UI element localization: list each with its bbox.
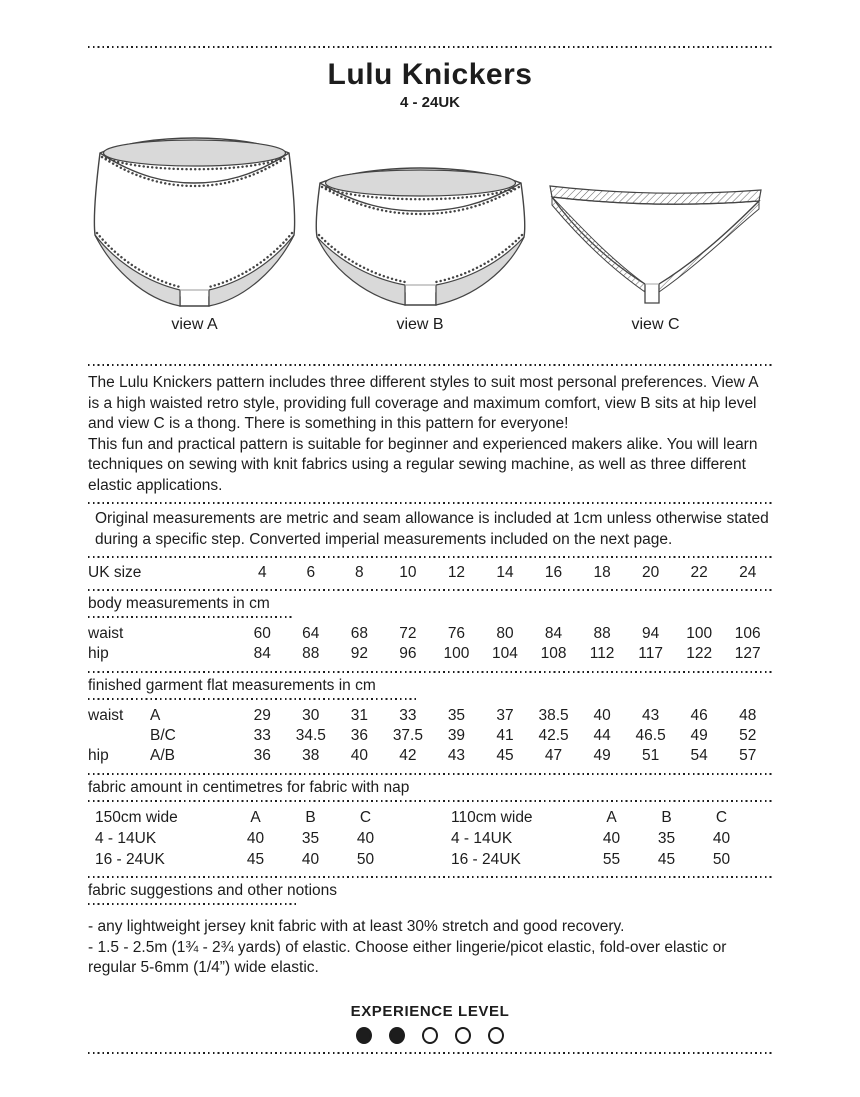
size-value: 22 bbox=[690, 564, 708, 581]
fabric-value: 40 bbox=[356, 830, 375, 847]
fabric-value: 40 bbox=[246, 830, 265, 847]
waist-a-value: 43 bbox=[642, 707, 660, 724]
waist-a-value: 40 bbox=[593, 707, 611, 724]
column-header: C bbox=[715, 809, 728, 826]
finished-garment-heading: finished garment flat measurements in cm bbox=[88, 677, 376, 694]
notions-heading: fabric suggestions and other notions bbox=[88, 882, 338, 899]
notion-item: - any lightweight jersey knit fabric with at least 30% stretch and good recovery. bbox=[88, 918, 625, 935]
hip-ab-value: 51 bbox=[642, 747, 660, 764]
notions-list bbox=[88, 917, 772, 979]
view-c-label: view C bbox=[631, 316, 680, 333]
fabric-value: 35 bbox=[657, 830, 676, 847]
row-label: waist bbox=[88, 625, 124, 642]
fabric-value: 50 bbox=[356, 851, 375, 868]
intro-text bbox=[88, 373, 772, 496]
hip-ab-value: 57 bbox=[739, 747, 757, 764]
experience-level-dots bbox=[88, 1027, 772, 1044]
waist-bc-value: 41 bbox=[496, 727, 514, 744]
hip-value: 88 bbox=[302, 645, 320, 662]
heading-underline bbox=[88, 903, 298, 905]
hip-value: 108 bbox=[540, 645, 567, 662]
view-column: A/B bbox=[150, 747, 175, 764]
measurement-note: Original measurements are metric and seam allowance is included at 1cm unless otherwise stated during a specific step. Converted imperial measurements included on the next page. bbox=[95, 510, 769, 548]
hip-value: 104 bbox=[492, 645, 518, 662]
size-range: 4 - 24UK bbox=[399, 94, 461, 111]
top-divider bbox=[88, 46, 772, 48]
hip-value: 100 bbox=[443, 645, 470, 662]
waist-value: 88 bbox=[593, 625, 611, 642]
hip-ab-value: 49 bbox=[593, 747, 611, 764]
waist-bc-value: 37.5 bbox=[392, 727, 423, 744]
fabric-amount-heading: fabric amount in centimetres for fabric with nap bbox=[88, 779, 410, 796]
garment-views bbox=[88, 127, 772, 334]
waist-a-value: 38.5 bbox=[538, 707, 569, 724]
fabric-value: 40 bbox=[602, 830, 621, 847]
waist-bc-value: 46.5 bbox=[635, 727, 666, 744]
hip-value: 92 bbox=[350, 645, 368, 662]
fabric-value: 45 bbox=[657, 851, 676, 868]
fabric-amount-tables bbox=[88, 802, 772, 876]
fabric-table-150cm bbox=[95, 807, 393, 870]
waist-bc-value: 52 bbox=[739, 727, 757, 744]
divider bbox=[88, 364, 772, 366]
size-value: 6 bbox=[306, 564, 316, 581]
hip-ab-value: 36 bbox=[253, 747, 271, 764]
hip-ab-value: 40 bbox=[350, 747, 368, 764]
bottom-divider bbox=[88, 1052, 772, 1054]
waist-a-value: 35 bbox=[447, 707, 466, 724]
waist-a-value: 48 bbox=[739, 707, 757, 724]
divider bbox=[88, 589, 772, 591]
waist-bc-value: 42.5 bbox=[538, 727, 569, 744]
column-header: C bbox=[359, 809, 372, 826]
waist-value: 60 bbox=[253, 625, 271, 642]
size-value: 16 bbox=[544, 564, 563, 581]
size-value: 12 bbox=[447, 564, 466, 581]
waist-a-value: 31 bbox=[350, 707, 368, 724]
waist-value: 64 bbox=[302, 625, 320, 642]
fabric-value: 50 bbox=[712, 851, 731, 868]
view-c-figure bbox=[543, 172, 768, 334]
waist-a-value: 29 bbox=[253, 707, 271, 724]
waist-bc-value: 44 bbox=[593, 727, 611, 744]
size-group-label: 4 - 14UK bbox=[451, 830, 513, 847]
size-group-label: 16 - 24UK bbox=[451, 851, 521, 868]
hip-ab-value: 54 bbox=[690, 747, 708, 764]
view-b-figure bbox=[313, 155, 528, 334]
waist-bc-value: 36 bbox=[350, 727, 368, 744]
intro-paragraph-2: This fun and practical pattern is suitable for beginner and experienced makers alike. You will learn techniques on sewing with knit fabrics using a regular sewing machine, as well as three different elastic applications. bbox=[88, 435, 758, 494]
waist-bc-value: 39 bbox=[447, 727, 466, 744]
view-c-thong-illustration bbox=[543, 172, 768, 307]
hip-ab-value: 38 bbox=[302, 747, 320, 764]
finished-garment-table bbox=[88, 700, 772, 773]
column-header: A bbox=[250, 809, 261, 826]
waist-a-value: 37 bbox=[496, 707, 514, 724]
experience-dot-empty bbox=[422, 1027, 438, 1044]
row-label: waist bbox=[88, 707, 124, 724]
size-value: 8 bbox=[355, 564, 364, 581]
uk-size-label: UK size bbox=[88, 564, 142, 581]
fabric-value: 40 bbox=[712, 830, 731, 847]
hip-value: 84 bbox=[253, 645, 271, 662]
experience-level bbox=[88, 1003, 772, 1044]
body-measurements-table bbox=[88, 618, 772, 671]
body-measurements-heading: body measurements in cm bbox=[88, 595, 270, 612]
view-a-knickers-illustration bbox=[92, 127, 297, 307]
experience-dot-filled bbox=[389, 1027, 405, 1044]
hip-value: 127 bbox=[734, 645, 761, 662]
hip-ab-value: 45 bbox=[496, 747, 514, 764]
waist-value: 94 bbox=[642, 625, 660, 642]
experience-dot-empty bbox=[455, 1027, 471, 1044]
hip-ab-value: 43 bbox=[447, 747, 466, 764]
experience-dot-filled bbox=[356, 1027, 372, 1044]
column-header: B bbox=[661, 809, 672, 826]
size-value: 4 bbox=[257, 564, 267, 581]
view-a-label: view A bbox=[171, 316, 218, 333]
size-group-label: 4 - 14UK bbox=[95, 830, 157, 847]
view-b-knickers-illustration bbox=[313, 155, 528, 307]
column-header: B bbox=[305, 809, 316, 826]
hip-value: 96 bbox=[399, 645, 417, 662]
fabric-value: 40 bbox=[301, 851, 320, 868]
size-value: 14 bbox=[496, 564, 514, 581]
hip-ab-value: 47 bbox=[544, 747, 563, 764]
fabric-value: 45 bbox=[246, 851, 265, 868]
size-value: 24 bbox=[739, 564, 757, 581]
fabric-width-label: 150cm wide bbox=[95, 809, 178, 826]
divider bbox=[88, 502, 772, 504]
intro-paragraph-1: The Lulu Knickers pattern includes three different styles to suit most personal preferences. View A is a high waisted retro style, providing full coverage and maximum comfort, view B sits at hip level and view C is a thong. There is something in this pattern for everyone! bbox=[88, 374, 758, 432]
size-value: 18 bbox=[593, 564, 611, 581]
waist-value: 76 bbox=[447, 625, 466, 642]
fabric-table-110cm bbox=[451, 807, 749, 870]
experience-level-heading: EXPERIENCE LEVEL bbox=[350, 1002, 510, 1020]
waist-value: 106 bbox=[734, 625, 761, 642]
divider bbox=[88, 773, 772, 775]
waist-bc-value: 34.5 bbox=[295, 727, 326, 744]
waist-value: 72 bbox=[399, 625, 417, 642]
waist-a-value: 30 bbox=[302, 707, 320, 724]
view-column: B/C bbox=[150, 727, 176, 744]
waist-bc-value: 33 bbox=[253, 727, 271, 744]
view-a-figure bbox=[92, 127, 297, 334]
waist-value: 80 bbox=[496, 625, 514, 642]
uk-size-row bbox=[88, 558, 772, 589]
waist-value: 100 bbox=[686, 625, 713, 642]
hip-ab-value: 42 bbox=[399, 747, 417, 764]
divider bbox=[88, 876, 772, 878]
row-label: hip bbox=[88, 747, 109, 764]
view-b-label: view B bbox=[396, 316, 444, 333]
row-label: hip bbox=[88, 645, 109, 662]
page-title: Lulu Knickers bbox=[327, 58, 533, 91]
fabric-width-label: 110cm wide bbox=[451, 809, 533, 826]
hip-value: 112 bbox=[589, 645, 615, 662]
notion-item: - 1.5 - 2.5m (1¾ - 2¾ yards) of elastic. Choose either lingerie/picot elastic, fold-over elastic or regular 5-6mm (1/4”) wide elastic. bbox=[88, 938, 727, 976]
size-group-label: 16 - 24UK bbox=[95, 851, 165, 868]
column-header: A bbox=[606, 809, 617, 826]
size-value: 20 bbox=[642, 564, 660, 581]
waist-value: 84 bbox=[544, 625, 563, 642]
hip-value: 117 bbox=[638, 645, 663, 662]
waist-bc-value: 49 bbox=[690, 727, 708, 744]
waist-a-value: 46 bbox=[690, 707, 708, 724]
experience-dot-empty bbox=[488, 1027, 504, 1044]
waist-value: 68 bbox=[350, 625, 368, 642]
hip-value: 122 bbox=[686, 645, 713, 662]
waist-a-value: 33 bbox=[399, 707, 417, 724]
size-value: 10 bbox=[399, 564, 417, 581]
fabric-value: 35 bbox=[301, 830, 320, 847]
fabric-value: 55 bbox=[602, 851, 621, 868]
divider bbox=[88, 671, 772, 673]
view-column: A bbox=[150, 707, 161, 724]
